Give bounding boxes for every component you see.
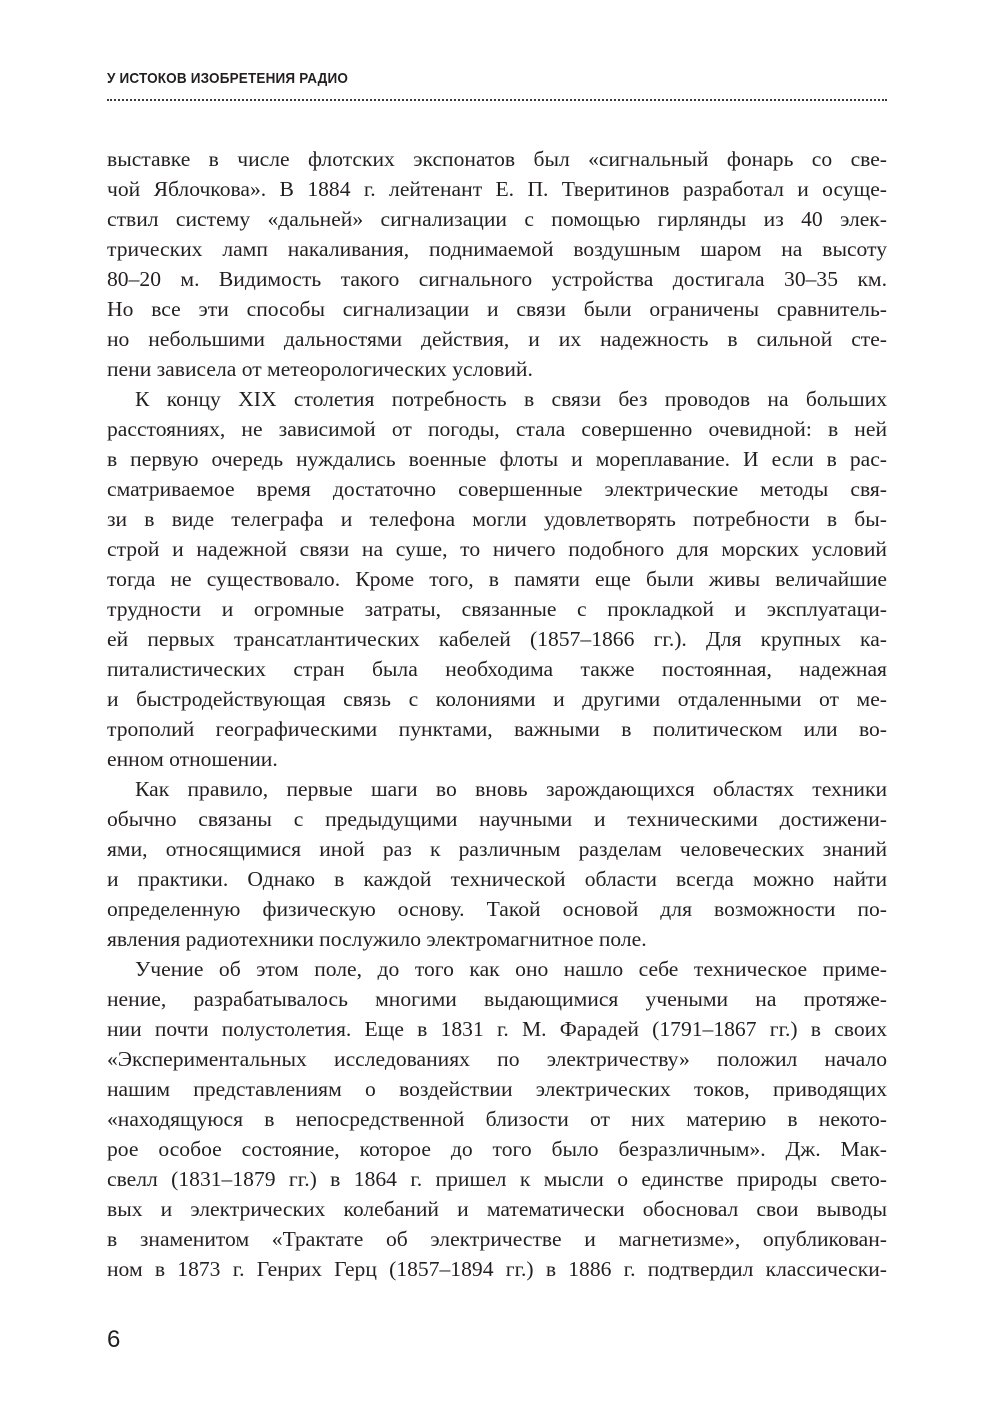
text-line: вых и электрических колебаний и математически обосновал свои выводы (107, 1197, 887, 1221)
text-line: и быстродействующая связь с колониями и другими отдаленными от ме- (107, 687, 887, 711)
running-head: У ИСТОКОВ ИЗОБРЕТЕНИЯ РАДИО (107, 70, 349, 87)
text-line: свелл (1831–1879 гг.) в 1864 г. пришел к мысли о единстве природы свето- (107, 1167, 887, 1191)
text-line: обычно связаны с предыдущими научными и техническими достижени- (107, 807, 887, 831)
text-line: трополий географическими пунктами, важными в политическом или во- (107, 717, 887, 741)
text-line: питалистических стран была необходима также постоянная, надежная (107, 657, 887, 681)
text-line: сматриваемое время достаточно совершенные электрические методы свя- (107, 477, 887, 501)
text-line: тогда не существовало. Кроме того, в памяти еще были живы величайшие (107, 567, 887, 591)
text-line: Но все эти способы сигнализации и связи были ограничены сравнитель- (107, 297, 887, 321)
text-line: нии почти полустолетия. Еще в 1831 г. М. Фарадей (1791–1867 гг.) в своих (107, 1017, 887, 1041)
text-line: «Экспериментальных исследованиях по электричеству» положил начало (107, 1047, 887, 1071)
text-line: ями, относящимися иной раз к различным разделам человеческих знаний (107, 837, 887, 861)
text-line: нение, разрабатывалось многими выдающимися учеными на протяже- (107, 987, 887, 1011)
text-line: определенную физическую основу. Такой основой для возможности по- (107, 897, 887, 921)
text-line: енном отношении. (107, 747, 278, 771)
text-line: и практики. Однако в каждой технической области всегда можно найти (107, 867, 887, 891)
text-line: ей первых трансатлантических кабелей (1857–1866 гг.). Для крупных ка- (107, 627, 887, 651)
text-line: Как правило, первые шаги во вновь зарождающихся областях техники (135, 777, 887, 801)
text-line: выставке в числе флотских экспонатов был «сигнальный фонарь со све- (107, 147, 887, 171)
page-number: 6 (107, 1326, 121, 1353)
text-line: расстояниях, не зависимой от погоды, стала совершенно очевидной: в ней (107, 417, 887, 441)
text-line: пени зависела от метеорологических условий. (107, 357, 533, 381)
text-line: в знаменитом «Трактате об электричестве и магнетизме», опубликован- (107, 1227, 887, 1251)
text-line: трудности и огромные затраты, связанные с прокладкой и эксплуатаци- (107, 597, 887, 621)
text-line: Учение об этом поле, до того как оно нашло себе техническое приме- (135, 957, 887, 981)
text-line: К концу XIX столетия потребность в связи без проводов на больших (135, 387, 887, 411)
text-line: трических ламп накаливания, поднимаемой воздушным шаром на высоту (107, 237, 887, 261)
text-line: но небольшими дальностями действия, и их надежность в сильной сте- (107, 327, 887, 351)
text-line: нашим представлениям о воздействии электрических токов, приводящих (107, 1077, 887, 1101)
text-line: явления радиотехники послужило электромагнитное поле. (107, 927, 647, 951)
text-line: рое особое состояние, которое до того было безразличным». Дж. Мак- (107, 1137, 887, 1161)
body-text (107, 144, 887, 1284)
text-line: строй и надежной связи на суше, то ничего подобного для морских условий (107, 537, 887, 561)
text-line: «находящуюся в непосредственной близости от них материю в некото- (107, 1107, 887, 1131)
dotted-rule (107, 99, 887, 101)
text-line: ном в 1873 г. Генрих Герц (1857–1894 гг.) в 1886 г. подтвердил классически- (107, 1257, 887, 1281)
text-line: чой Яблочкова». В 1884 г. лейтенант Е. П. Тверитинов разработал и осуще- (107, 177, 887, 201)
text-line: в первую очередь нуждались военные флоты и мореплавание. И если в рас- (107, 447, 887, 471)
text-line: 80–20 м. Видимость такого сигнального устройства достигала 30–35 км. (107, 267, 887, 291)
text-line: зи в виде телеграфа и телефона могли удовлетворять потребности в бы- (107, 507, 887, 531)
text-line: ствил систему «дальней» сигнализации с помощью гирлянды из 40 элек- (107, 207, 887, 231)
